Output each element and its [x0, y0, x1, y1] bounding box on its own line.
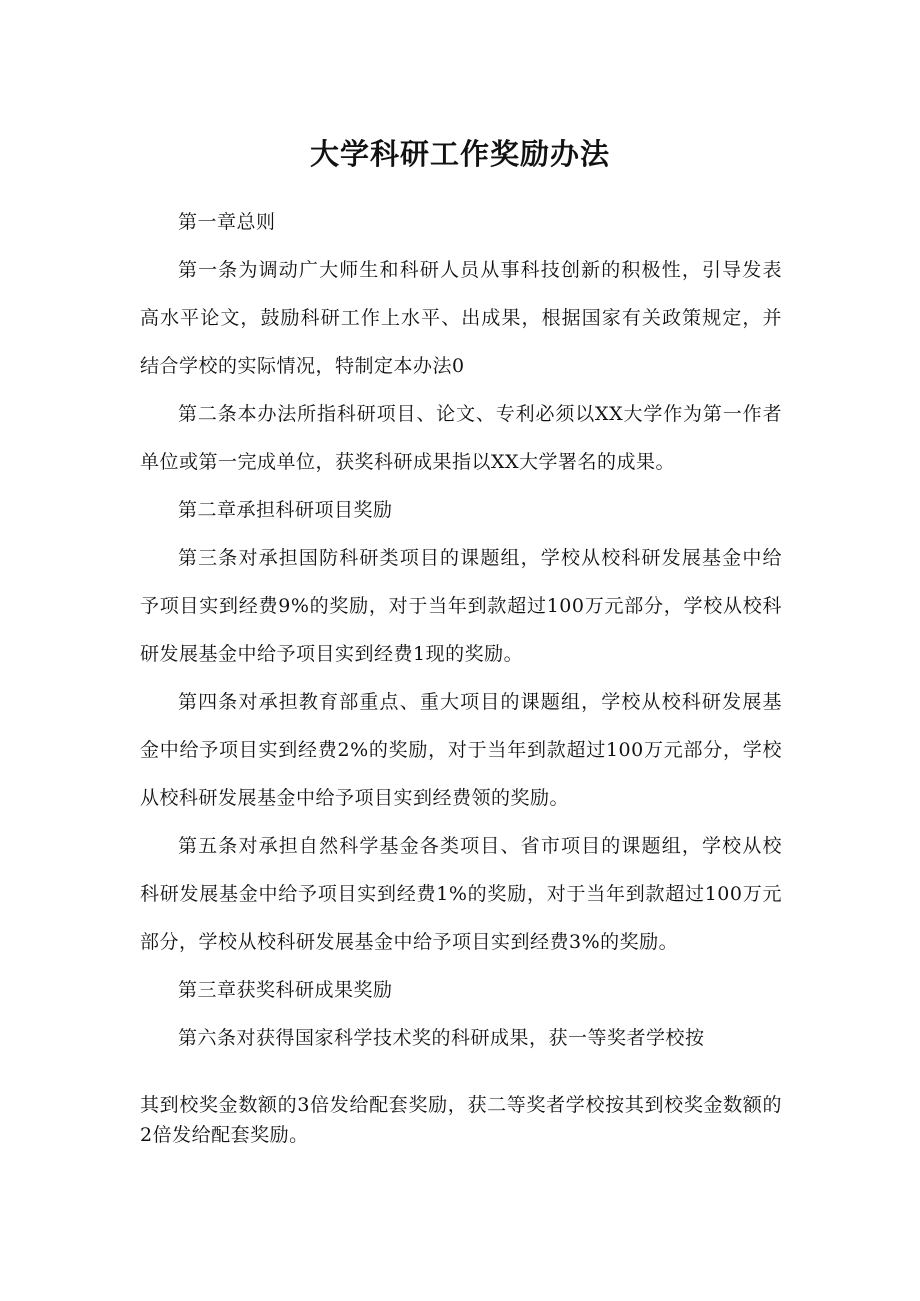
document-title: 大学科研工作奖励办法	[309, 137, 610, 171]
article-1: 第一条为调动广大师生和科研人员从事科技创新的积极性，引导发表高水平论文，鼓励科研工作上水平、出成果，根据国家有关政策规定，并结合学校的实际情况，特制定本办法0	[140, 259, 782, 377]
chapter-1-heading: 第一章总则	[178, 211, 276, 233]
article-5: 第五条对承担自然科学基金各类项目、省市项目的课题组，学校从校科研发展基金中给予项目实到经费1%的奖励，对于当年到款超过100万元部分，学校从校科研发展基金中给予项目实到经费3%的奖励。	[140, 835, 782, 953]
chapter-3-heading: 第三章获奖科研成果奖励	[178, 979, 393, 1001]
article-6: 第六条对获得国家科学技术奖的科研成果，获一等奖者学校按	[178, 1027, 705, 1049]
article-6-continuation: 其到校奖金数额的3倍发给配套奖励，获二等奖者学校按其到校奖金数额的2倍发给配套奖励。	[140, 1094, 782, 1146]
article-2: 第二条本办法所指科研项目、论文、专利必须以XX大学作为第一作者单位或第一完成单位，获奖科研成果指以XX大学署名的成果。	[140, 403, 782, 473]
article-4: 第四条对承担教育部重点、重大项目的课题组，学校从校科研发展基金中给予项目实到经费2%的奖励，对于当年到款超过100万元部分，学校从校科研发展基金中给予项目实到经费领的奖励。	[140, 691, 782, 809]
article-3: 第三条对承担国防科研类项目的课题组，学校从校科研发展基金中给予项目实到经费9%的奖励，对于当年到款超过100万元部分，学校从校科研发展基金中给予项目实到经费1现的奖励。	[140, 547, 782, 665]
chapter-2-heading: 第二章承担科研项目奖励	[178, 499, 393, 521]
document-body	[140, 198, 782, 1062]
